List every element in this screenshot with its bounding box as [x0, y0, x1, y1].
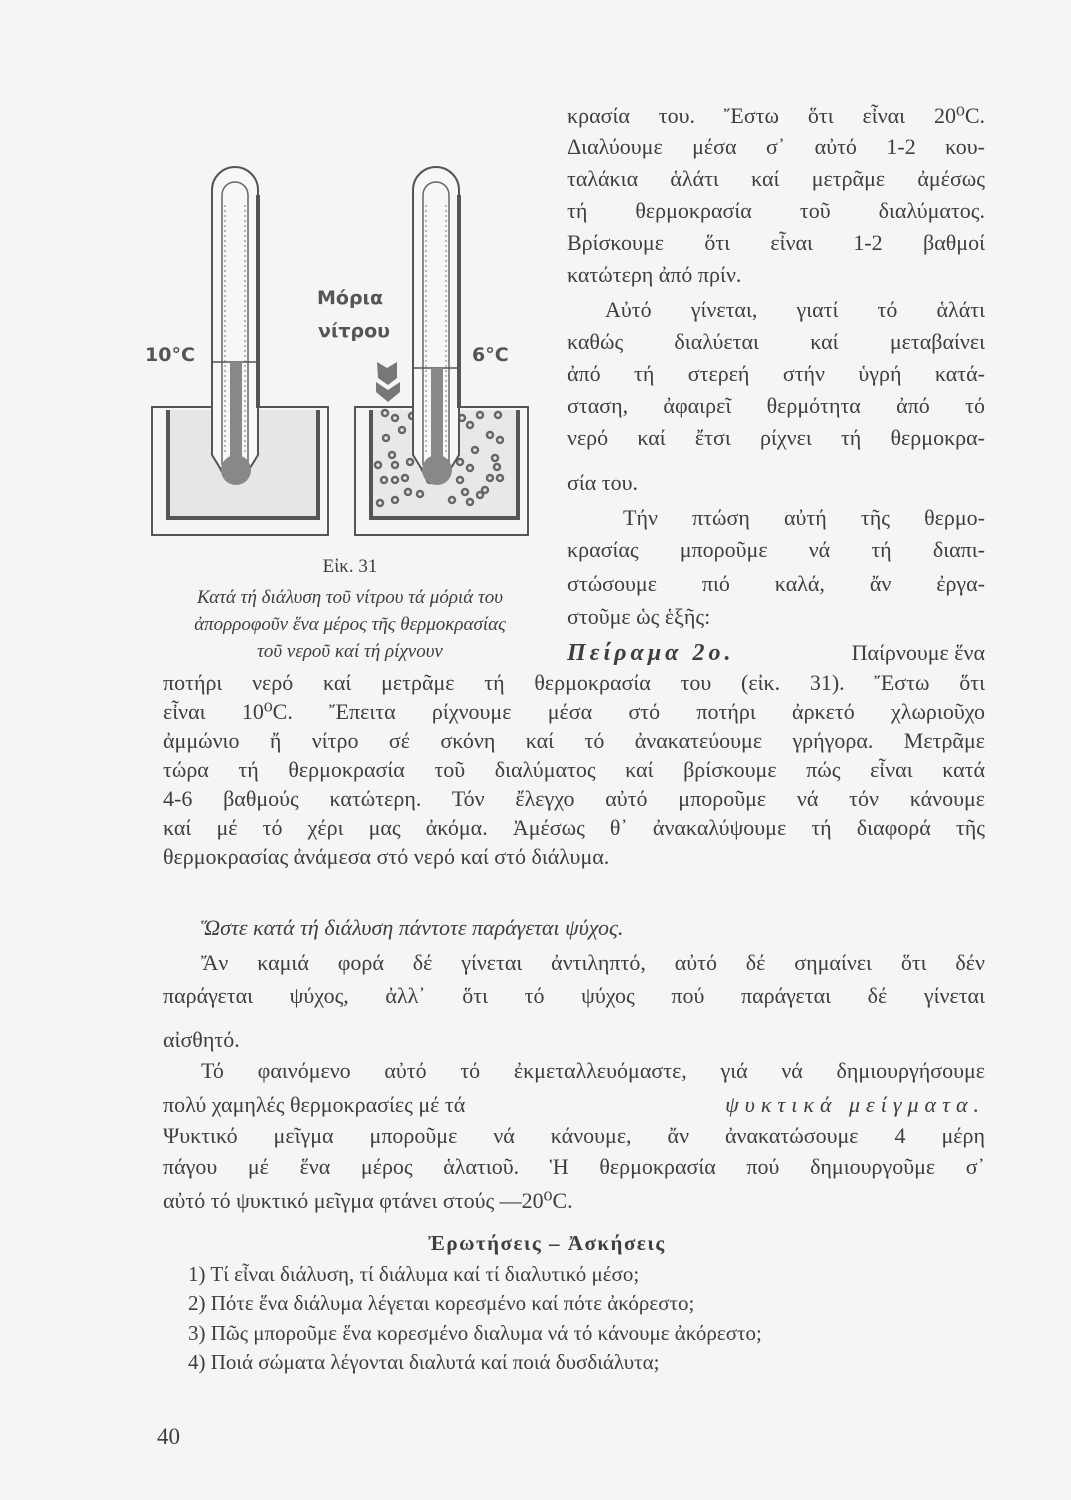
text-line: εἶναι 10⁰C. Ἔπειτα ρίχνουμε μέσα στό ποτήρι ἀρκετό χλωριοῦχο — [163, 699, 985, 724]
text-line: 4-6 βαθμούς κατώτερη. Τόν ἔλεγχο αὐτό μποροῦμε νά τόν κάνουμε — [163, 786, 985, 811]
question-item: 1) Τί εἶναι διάλυση, τί διάλυμα καί τί διαλυτικό μέσο; — [188, 1262, 640, 1286]
text-line: Τό φαινόμενο αὐτό τό ἐκμεταλλευόμαστε, γιά νά δημιουργήσουμε — [201, 1058, 985, 1083]
text-line: νερό καί ἔτσι ρίχνει τή θερμοκρα- — [567, 425, 985, 450]
text-line: Βρίσκουμε ὅτι εἶναι 1-2 βαθμοί — [567, 230, 985, 255]
text-line: τώρα τή θερμοκρασία τοῦ διαλύματος καί βρίσκουμε πώς εἶναι κατά — [163, 757, 985, 782]
text-line: αἰσθητό. — [163, 1027, 240, 1052]
question-item: 2) Πότε ἕνα διάλυμα λέγεται κορεσμένο καί πότε ἀκόρεστο; — [188, 1291, 695, 1315]
down-arrow-icon — [376, 362, 400, 402]
emphasized-term: ψυκτικά μείγματα. — [725, 1092, 985, 1117]
questions-heading: Ἐρωτήσεις – Ἀσκήσεις — [428, 1231, 666, 1255]
text-line: θερμοκρασίας ἀνάμεσα στό νερό καί στό διάλυμα. — [163, 844, 610, 869]
figure-caption-line: τοῦ νεροῦ καί τή ρίχνουν — [257, 641, 443, 662]
experiment-line — [567, 640, 985, 666]
left-thermometer — [212, 167, 258, 485]
text-line: κατώτερη ἀπό πρίν. — [567, 262, 742, 287]
experiment-heading: Πείραμα 2ο. — [567, 640, 735, 666]
text-line: παράγεται ψύχος, ἀλλ᾽ ὅτι τό ψύχος πού παράγεται δέ γίνεται — [163, 983, 985, 1008]
text-line: Αὐτό γίνεται, γιατί τό ἁλάτι — [605, 297, 985, 322]
particles-label-line1: Μόρια — [317, 287, 384, 309]
text-fragment: πολύ χαμηλές θερμοκρασίες μέ τά — [163, 1092, 466, 1117]
question-item: 4) Ποιά σώματα λέγονται διαλυτά καί ποιά δυσδιάλυτα; — [188, 1350, 660, 1374]
text-line: τή θερμοκρασία τοῦ διαλύματος. — [567, 198, 985, 223]
text-line: Τήν πτώση αὐτή τῆς θερμο- — [623, 505, 985, 530]
text-line: σταση, ἀφαιρεῖ θερμότητα ἀπό τό — [567, 393, 985, 418]
text-line: ἀμμώνιο ἤ νίτρο σέ σκόνη καί τό ἀνακατεύουμε γρήγορα. Μετρᾶμε — [163, 728, 985, 753]
figure-number: Εἰκ. 31 — [322, 556, 378, 577]
right-thermometer — [413, 167, 459, 485]
text-fragment: Παίρνουμε ἕνα — [851, 640, 985, 665]
text-line: σία του. — [567, 470, 639, 495]
left-temperature-label: 10°C — [145, 344, 195, 366]
text-line: ταλάκια ἁλάτι καί μετρᾶμε ἀμέσως — [567, 166, 985, 191]
particles-label-line2: νίτρου — [318, 320, 390, 342]
text-line: στοῦμε ὡς ἑξῆς: — [567, 604, 711, 629]
question-item: 3) Πῶς μποροῦμε ἕνα κορεσμένο διαλυμα νά τό κάνουμε ἀκόρεστο; — [188, 1321, 762, 1345]
text-line: καί μέ τό χέρι μας ἀκόμα. Ἀμέσως θ᾽ ἀνακαλύψουμε τή διαφορά τῆς — [163, 815, 985, 840]
text-line: ποτήρι νερό καί μετρᾶμε τή θερμοκρασία του (εἰκ. 31). Ἔστω ὅτι — [163, 670, 985, 695]
text-line: αὐτό τό ψυκτικό μεῖγμα φτάνει στούς —20⁰C. — [163, 1188, 573, 1213]
page-number: 40 — [157, 1424, 180, 1449]
text-line: στώσουμε πιό καλά, ἄν ἐργα- — [567, 571, 985, 596]
figure-caption-line: ἀπορροφοῦν ἕνα μέρος τῆς θερμοκρασίας — [194, 614, 506, 635]
right-temperature-label: 6°C — [472, 344, 509, 366]
text-line: πάγου μέ ἕνα μέρος ἁλατιοῦ. Ἡ θερμοκρασία πού δημιουργοῦμε σ᾽ — [163, 1154, 985, 1179]
text-line — [163, 1092, 985, 1118]
text-line: Διαλύουμε μέσα σ᾽ αὐτό 1-2 κου- — [567, 134, 985, 159]
text-line: Ψυκτικό μεῖγμα μποροῦμε νά κάνουμε, ἄν ἀνακατώσουμε 4 μέρη — [163, 1123, 985, 1148]
text-line: κρασίας μποροῦμε νά τή διαπι- — [567, 537, 985, 562]
figure-caption-line: Κατά τή διάλυση τοῦ νίτρου τά μόριά του — [197, 587, 503, 608]
text-line: καθώς διαλύεται καί μεταβαίνει — [567, 329, 985, 354]
text-line: ἀπό τή στερεή στήν ὑγρή κατά- — [567, 361, 985, 386]
conclusion-line: Ὥστε κατά τή διάλυση πάντοτε παράγεται ψύχος. — [201, 915, 624, 940]
text-line: Ἄν καμιά φορά δέ γίνεται ἀντιληπτό, αὐτό δέ σημαίνει ὅτι δέν — [201, 950, 985, 975]
text-line: κρασία του. Ἔστω ὅτι εἶναι 20⁰C. — [567, 103, 985, 128]
